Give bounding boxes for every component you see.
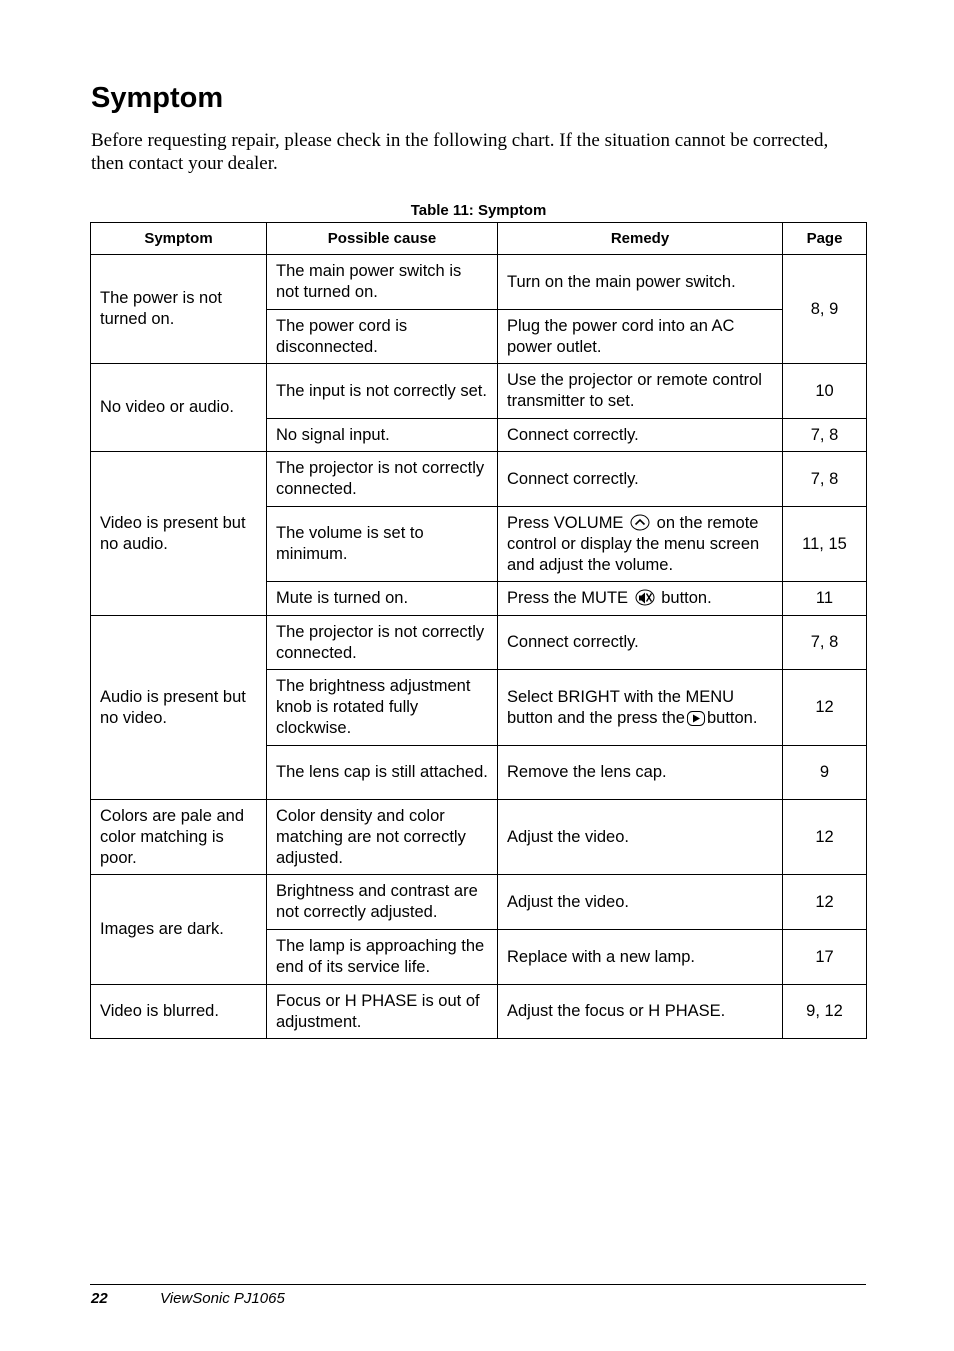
symptom-cell: Audio is present but no video. [91, 616, 267, 800]
volume-up-icon [630, 514, 650, 531]
page-cell: 9 [783, 746, 867, 800]
symptom-cell: Video is present but no audio. [91, 452, 267, 616]
remedy-cell: Connect correctly. [498, 616, 783, 670]
page-number: 22 [91, 1290, 108, 1307]
cause-cell: The power cord is disconnected. [267, 310, 498, 364]
remedy-text-after: on the remote control or display the menu screen and adjust the volume. [507, 513, 760, 574]
remedy-cell: Adjust the focus or H PHASE. [498, 985, 783, 1039]
remedy-cell [498, 582, 783, 616]
cause-cell: The projector is not correctly connected. [267, 452, 498, 507]
page-cell: 11 [783, 582, 867, 616]
header-remedy: Remedy [498, 223, 783, 255]
page-cell: 11, 15 [783, 507, 867, 582]
page-cell: 17 [783, 930, 867, 985]
symptom-cell: The power is not turned on. [91, 255, 267, 364]
table-row [91, 452, 867, 507]
remedy-cell: Turn on the main power switch. [498, 255, 783, 310]
cause-cell: Focus or H PHASE is out of adjustment. [267, 985, 498, 1039]
page-cell: 7, 8 [783, 419, 867, 452]
remedy-cell: Adjust the video. [498, 800, 783, 875]
right-arrow-button-icon [687, 711, 705, 726]
table-row [91, 800, 867, 875]
cause-cell: Brightness and contrast are not correctly adjusted. [267, 875, 498, 930]
symptom-cell: Colors are pale and color matching is poor. [91, 800, 267, 875]
table-row [91, 875, 867, 930]
page-cell: 8, 9 [783, 255, 867, 364]
symptom-cell: Images are dark. [91, 875, 267, 985]
remedy-cell: Remove the lens cap. [498, 746, 783, 800]
cause-cell: The projector is not correctly connected. [267, 616, 498, 670]
header-page: Page [783, 223, 867, 255]
cause-cell: Mute is turned on. [267, 582, 498, 616]
remedy-cell: Connect correctly. [498, 452, 783, 507]
intro-paragraph: Before requesting repair, please check in the following chart. If the situation cannot be corrected, then contact your dealer. [91, 130, 829, 174]
table-row [91, 255, 867, 310]
remedy-cell: Connect correctly. [498, 419, 783, 452]
cause-cell: The brightness adjustment knob is rotated fully clockwise. [267, 670, 498, 746]
remedy-cell [498, 670, 783, 746]
footer-product-name: ViewSonic PJ1065 [160, 1290, 285, 1307]
mute-icon [635, 589, 655, 606]
table-row [91, 364, 867, 419]
page-cell: 10 [783, 364, 867, 419]
remedy-text-after: button. [706, 708, 758, 727]
remedy-cell: Adjust the video. [498, 875, 783, 930]
page-cell: 9, 12 [783, 985, 867, 1039]
cause-cell: No signal input. [267, 419, 498, 452]
page-cell: 7, 8 [783, 452, 867, 507]
remedy-text-before: Select BRIGHT with the MENU button and the press the [507, 687, 735, 727]
cause-cell: The main power switch is not turned on. [267, 255, 498, 310]
header-symptom: Symptom [91, 223, 267, 255]
page-cell: 12 [783, 800, 867, 875]
remedy-text-after: button. [661, 589, 712, 607]
table-header-row [91, 223, 867, 255]
symptom-table [90, 222, 867, 1039]
cause-cell: The volume is set to minimum. [267, 507, 498, 582]
remedy-cell [498, 507, 783, 582]
page-cell: 7, 8 [783, 616, 867, 670]
symptom-cell: Video is blurred. [91, 985, 267, 1039]
remedy-text-before: Press VOLUME [507, 513, 624, 532]
table-caption: Table 11: Symptom [410, 202, 547, 219]
symptom-cell: No video or audio. [91, 364, 267, 452]
page-cell: 12 [783, 670, 867, 746]
table-row [91, 616, 867, 670]
remedy-text-before: Press the MUTE [507, 589, 629, 607]
footer-divider [90, 1284, 866, 1285]
header-possible-cause: Possible cause [267, 223, 498, 255]
page-cell: 12 [783, 875, 867, 930]
cause-cell: The lens cap is still attached. [267, 746, 498, 800]
remedy-cell: Replace with a new lamp. [498, 930, 783, 985]
table-row [91, 985, 867, 1039]
remedy-cell: Use the projector or remote control transmitter to set. [498, 364, 783, 419]
cause-cell: The lamp is approaching the end of its service life. [267, 930, 498, 985]
cause-cell: The input is not correctly set. [267, 364, 498, 419]
cause-cell: Color density and color matching are not correctly adjusted. [267, 800, 498, 875]
page-title: Symptom [91, 82, 224, 114]
remedy-cell: Plug the power cord into an AC power outlet. [498, 310, 783, 364]
